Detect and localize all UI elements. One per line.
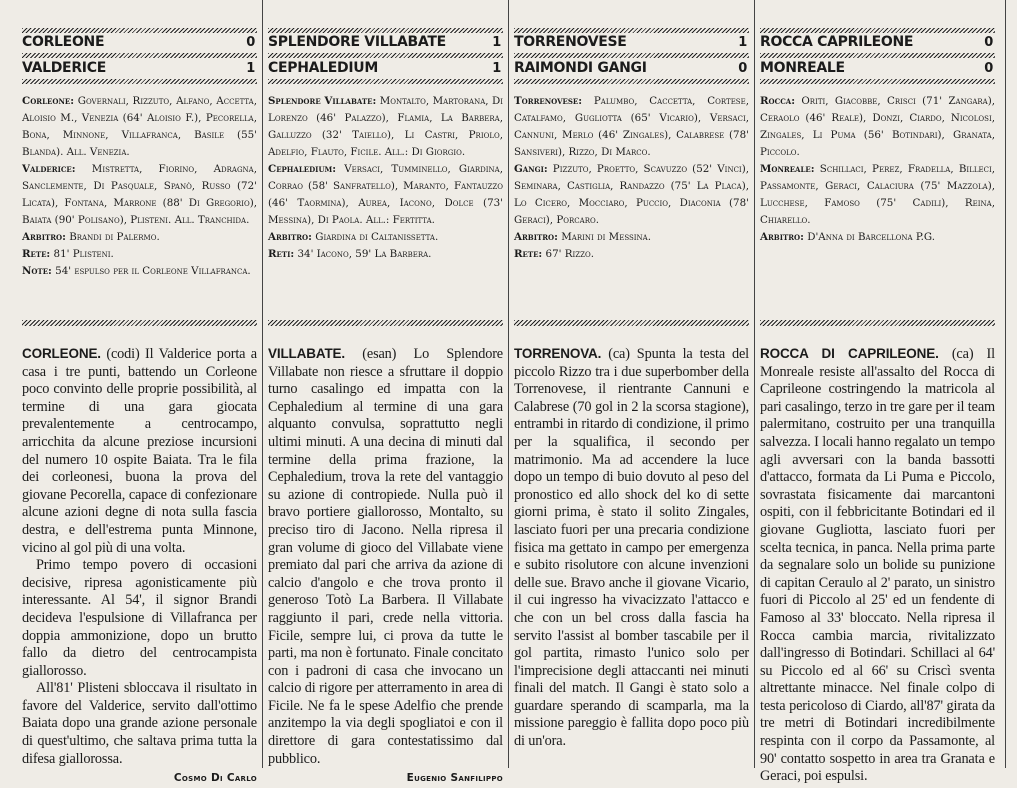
lineup bbox=[514, 93, 749, 263]
lineup bbox=[22, 93, 257, 280]
lineup-label: Gangi: bbox=[514, 163, 548, 175]
report-paragraph bbox=[514, 345, 749, 751]
report-paragraph: All'81' Plisteni sbloccava il risultato in favore del Valderice, servito dall'ottimo Baiata dopo una grande azione personale di quest'ultimo, che saltava prima tutta la difesa giallorossa. bbox=[22, 680, 257, 767]
home-team: SPLENDORE VILLABATE bbox=[268, 34, 446, 50]
byline: Cosmo Di Carlo bbox=[173, 772, 257, 785]
column-divider bbox=[754, 0, 755, 768]
lineup-entry bbox=[22, 229, 257, 246]
column-divider bbox=[508, 0, 509, 768]
rule bbox=[22, 53, 257, 58]
lineup-text: Oriti, Giacobbe, Crisci (71' Zangara), Ceraolo (46' Reale), Donzi, Ciardo, Nicolosi, Zingales, Li Puma (56' Botindari), Granata, Piccolo. bbox=[760, 95, 996, 158]
home-team-row bbox=[268, 33, 503, 52]
lineup-label: Reti: bbox=[268, 248, 295, 260]
lineup-label: Arbitro: bbox=[760, 231, 804, 243]
lineup-label: Rete: bbox=[22, 248, 51, 260]
lineup-entry bbox=[22, 263, 257, 280]
rule bbox=[268, 79, 503, 84]
match-report bbox=[760, 345, 995, 786]
lineup-entry bbox=[268, 229, 503, 246]
report-text: (esan) Lo Splendore Villabate non riesce a sfruttare il doppio turno casalingo ed impatta con la Cephaledium al termine di una gara alquanto convulsa, soprattutto negli ultimi minuti. A una decina di minuti dal termine della prima frazione, la Cephaledium, trova la rete del vantaggio su azione di contropiede. Nulla può il bravo portiere giallorosso, Montalto, su preciso tiro di Jacono. Nella ripresa il gran volume di gioco del Villabate viene premiato dal pari che arriva da azione di calcio d'angolo e che trova pronto il generoso Totò La Barbera. Il Villabate raggiunto il pari, crede nella vittoria. Ficile, sempre lui, ci prova da tutte le parti, ma non è fortunato. Finale concitato con i padroni di casa che invocano un calcio di rigore per atterramento in area di Ficile. Ne fa le spese Adelfio che prende anzitempo la via degli spogliatoi e con il direttore di gara contestatissimo dal pubblico. bbox=[268, 346, 503, 767]
lineup-entry bbox=[268, 246, 503, 263]
lineup-entry bbox=[514, 161, 749, 229]
lineup-label: Arbitro: bbox=[268, 231, 312, 243]
away-team-row bbox=[268, 59, 503, 78]
away-goals: 0 bbox=[738, 61, 747, 76]
rule bbox=[268, 320, 503, 326]
home-goals: 0 bbox=[246, 35, 255, 50]
lineup-text: Brandi di Palermo. bbox=[69, 231, 160, 243]
away-team-row bbox=[514, 59, 749, 78]
lineup bbox=[268, 93, 503, 263]
match-report bbox=[22, 345, 257, 788]
lineup-label: Arbitro: bbox=[22, 231, 66, 243]
rule bbox=[22, 320, 257, 326]
rule bbox=[514, 320, 749, 326]
lineup-label: Splendore Villabate: bbox=[268, 95, 377, 107]
report-paragraph bbox=[22, 345, 257, 557]
byline: Eugenio Sanfilippo bbox=[406, 772, 503, 785]
report-lead: TORRENOVA. bbox=[514, 346, 602, 361]
lineup-entry bbox=[22, 246, 257, 263]
lineup-entry bbox=[514, 229, 749, 246]
report-text: (codi) Il Valderice porta a casa i tre punti, battendo un Corleone poco convinto delle proprie possibilità, al termine di una gara giocata prevalentemente a centrocampo, arricchita da alcune preziose incursioni del numero 10 ospite Baiata. Tra le fila dei corleonesi, buona la prova del giovane Pecorella, capace di confezionare alcune azioni degne di nota sulla fascia destra, e dell'estrema punta Minnone, vicino al gol più di una volta. bbox=[22, 346, 257, 556]
lineup-entry bbox=[22, 93, 257, 161]
lineup-text: Montalto, Martorana, Di Lorenzo (46' Palazzo), Flamia, La Barbera, Galluzzo (32' Taiello), Li Castri, Priolo, Adelfio, Flauto, Ficile. All.: Di Giorgio. bbox=[268, 95, 503, 158]
report-paragraph bbox=[760, 345, 995, 786]
home-team-row bbox=[514, 33, 749, 52]
away-team: CEPHALEDIUM bbox=[268, 60, 378, 76]
home-team: TORRENOVESE bbox=[514, 34, 627, 50]
lineup-label: Arbitro: bbox=[514, 231, 558, 243]
report-lead: CORLEONE. bbox=[22, 346, 101, 361]
lineup-entry bbox=[268, 161, 503, 229]
match-report bbox=[514, 345, 749, 751]
lineup-label: Rete: bbox=[514, 248, 543, 260]
lineup-label: Corleone: bbox=[22, 95, 75, 107]
lineup-text: 81' Plisteni. bbox=[53, 248, 114, 260]
home-goals: 0 bbox=[984, 35, 993, 50]
home-goals: 1 bbox=[492, 35, 501, 50]
rule bbox=[514, 53, 749, 58]
lineup-entry bbox=[760, 229, 995, 246]
match-column-1 bbox=[22, 0, 257, 785]
lineup bbox=[760, 93, 995, 246]
report-lead: VILLABATE. bbox=[268, 346, 345, 361]
home-goals: 1 bbox=[738, 35, 747, 50]
lineup-text: Marini di Messina. bbox=[561, 231, 652, 243]
away-goals: 0 bbox=[984, 61, 993, 76]
lineup-text: Pizzuto, Proetto, Scavuzzo (52' Vinci), Seminara, Castiglia, Randazzo (75' La Placa), Lo Cicero, Mocciaro, Puccio, Diaconia (78' Geraci), Porcaro. bbox=[514, 163, 749, 226]
report-lead: ROCCA DI CAPRILEONE. bbox=[760, 346, 939, 361]
match-report bbox=[268, 345, 503, 788]
rule bbox=[760, 79, 995, 84]
lineup-text: Palumbo, Caccetta, Cortese, Catalfamo, Gugliotta (65' Vicario), Versaci, Cannuni, Merlo (46' Zingales), Calabrese (78' Sansiveri), Rizzo, Di Marco. bbox=[514, 95, 749, 158]
column-divider bbox=[1005, 0, 1006, 768]
lineup-text: Mistretta, Fiorino, Adragna, Sanclemente, Di Pasquale, Spanò, Russo (72' Licata), Fontana, Marrone (88' Di Gregorio), Baiata (90' Polisano), Plisteni. All. Tranchida. bbox=[22, 163, 257, 226]
away-team: RAIMONDI GANGI bbox=[514, 60, 647, 76]
away-team-row bbox=[22, 59, 257, 78]
match-column-3 bbox=[514, 0, 749, 768]
lineup-text: Versaci, Tumminello, Giardina, Corrao (58' Sanfratello), Maranto, Fantauzzo (46' Taormina), Aurea, Iacono, Dolce (73' Messina), Di Paola. All.: Fertitta. bbox=[268, 163, 503, 226]
lineup-label: Valderice: bbox=[22, 163, 76, 175]
report-paragraph bbox=[268, 345, 503, 768]
away-goals: 1 bbox=[492, 61, 501, 76]
report-paragraph: Primo tempo povero di occasioni decisive, ripresa agonisticamente più interessante. Al 54', il signor Brandi decideva l'espulsione di Villafranca per doppia ammonizione, dopo un brutto fallo da dietro del centrocampista giallorosso. bbox=[22, 557, 257, 679]
lineup-text: Giardina di Caltanissetta. bbox=[315, 231, 439, 243]
rule bbox=[22, 79, 257, 84]
lineup-label: Note: bbox=[22, 265, 52, 277]
lineup-text: D'Anna di Barcellona P.G. bbox=[807, 231, 936, 243]
lineup-entry bbox=[514, 93, 749, 161]
lineup-entry bbox=[268, 93, 503, 161]
match-column-2 bbox=[268, 0, 503, 785]
lineup-entry bbox=[22, 161, 257, 229]
lineup-label: Cephaledium: bbox=[268, 163, 337, 175]
lineup-text: 34' Iacono, 59' La Barbera. bbox=[297, 248, 432, 260]
column-divider bbox=[262, 0, 263, 768]
home-team-row bbox=[22, 33, 257, 52]
lineup-entry bbox=[514, 246, 749, 263]
lineup-entry bbox=[760, 161, 995, 229]
home-team-row bbox=[760, 33, 995, 52]
rule bbox=[760, 320, 995, 326]
lineup-text: Schillaci, Perez, Fradella, Billeci, Passamonte, Geraci, Calaciura (75' Mazzola), Lucchese, Famoso (75' Cadili), Reina, Chiarello. bbox=[760, 163, 995, 226]
rule bbox=[268, 53, 503, 58]
lineup-text: 67' Rizzo. bbox=[545, 248, 594, 260]
lineup-label: Monreale: bbox=[760, 163, 815, 175]
away-goals: 1 bbox=[246, 61, 255, 76]
lineup-label: Rocca: bbox=[760, 95, 796, 107]
rule bbox=[514, 79, 749, 84]
report-text: (ca) Spunta la testa del piccolo Rizzo tra i due superbomber della Torrenovese, il rientrante Cannuni e Calabrese (70 gol in 2 la scorsa stagione), entrambi in ritardo di condizione, il primo per la squalifica, il secondo per matrimonio. Ma ad accendere la luce dopo un tempo di buio dovuto al peso del pronostico ed allo shock del ko di sette giorni prima, è stato il solito Zingales, lasciato fuori per una precaria condizione fisica ma gettato in campo per emergenza e subito risolutore con alcune invenzioni delle sue. Bravo anche il giovane Vicario, il cui ingresso ha vivacizzato l'attacco e che con un bel cross dalla fascia ha servito l'assist al bomber tascabile per il gol partita, rimasto l'unico solo per l'imprecisione degli attaccanti nei minuti finali del match. Il Gangi è stato solo a guardare sperando di scamparla, ma la missione pareggio è fallita dopo poco più di un'ora. bbox=[514, 346, 749, 750]
report-text: (ca) Il Monreale resiste all'assalto del Rocca di Caprileone costringendo la matricola al pari casalingo, terzo in tre gare per il team palermitano, costruito per una tranquilla salvezza. I locali hanno regalato un tempo agli avversari con la banda bassotti d'attacco, formata da Li Puma e Piccolo, sovrastata fisicamente dai marcantoni ospiti, con il febbricitante Botindari ed il giovane Gugliotta, lasciato fuori per scelta tecnica, in panca. Nella prima parte da segnalare solo un bolide su punizione di capitan Ceraulo al 2' parato, un sinistro fuori di Piccolo al 25' ed un fendente di Famoso al 33' bloccato. Nella ripresa il Rocca cambia marcia, rivitalizzato dall'ingresso di Botindari. Schillaci al 64' su Piccolo ed al 66' su Criscì sventa altrettante minacce. Nel finale colpo di testa pericoloso di Ciardo, all'87' girata da tre metri di Botindari incredibilmente respinta con il corpo da Passamonte, al 90' contatto sospetto in area tra Granata e Geraci, poi espulsi. bbox=[760, 346, 995, 785]
match-column-4 bbox=[760, 0, 996, 785]
home-team: CORLEONE bbox=[22, 34, 105, 50]
away-team: MONREALE bbox=[760, 60, 845, 76]
lineup-entry bbox=[760, 93, 995, 161]
away-team-row bbox=[760, 59, 995, 78]
away-team: VALDERICE bbox=[22, 60, 106, 76]
lineup-text: Governali, Rizzuto, Alfano, Accetta, Aloisio M., Venezia (64' Aloisio F.), Pecorella, Bona, Minnone, Villafranca, Basile (55' Blanda). All. Venezia. bbox=[22, 95, 257, 158]
rule bbox=[760, 53, 995, 58]
lineup-text: 54' espulso per il Corleone Villafranca. bbox=[55, 265, 251, 277]
home-team: ROCCA CAPRILEONE bbox=[760, 34, 914, 50]
lineup-label: Torrenovese: bbox=[514, 95, 583, 107]
